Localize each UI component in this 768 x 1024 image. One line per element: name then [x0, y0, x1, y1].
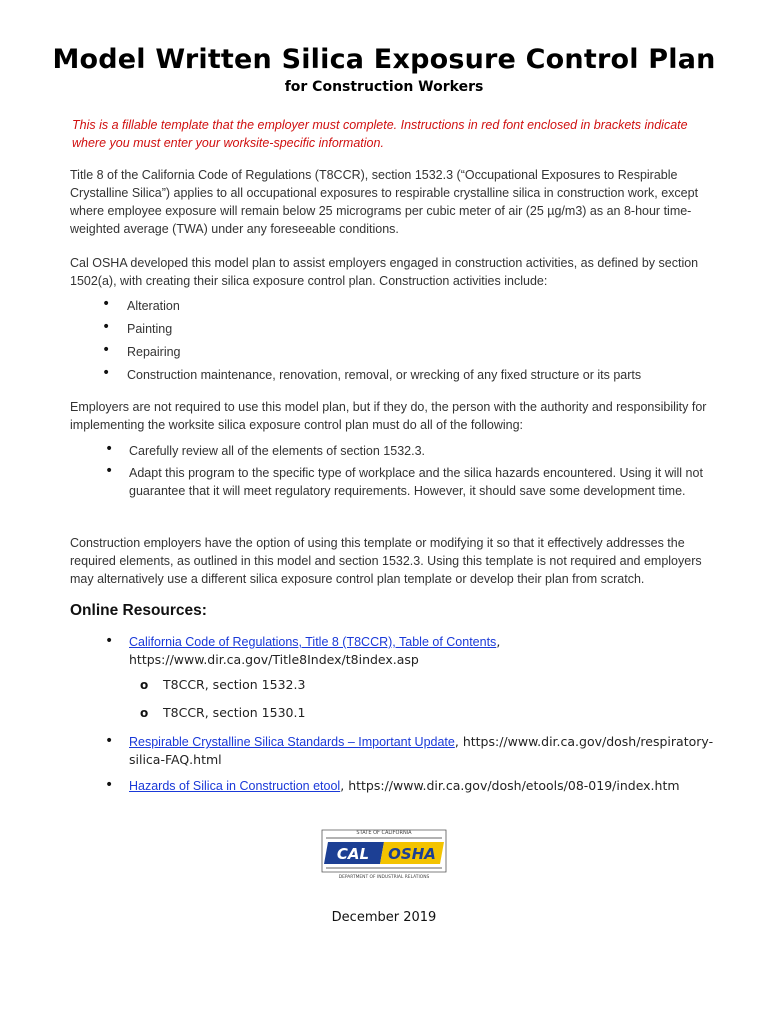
page-subtitle: for Construction Workers [284, 79, 484, 95]
resources-heading: Online Resources: [70, 602, 207, 619]
requirement-item: Carefully review all of the elements of section 1532.3. [129, 444, 425, 458]
resource-link-silica-etool[interactable]: Hazards of Silica in Construction etool [129, 779, 341, 793]
sub-bullet-icon: o [140, 706, 149, 720]
paragraph-options: Construction employers have the option of using this template or modifying it so that it effectively addresses the required elements, as outlined in this model and section 1532.3. Using this template is not required and employers may alternatively use a different silica exposure control plan template or develop their plan from scratch. [70, 536, 702, 586]
sub-item: T8CCR, section 1532.3 [163, 677, 306, 692]
cal-osha-logo [318, 822, 450, 884]
bullet-icon: • [102, 365, 111, 381]
bullet-icon: • [105, 733, 114, 749]
bullet-icon: • [105, 777, 114, 793]
resource-url: https://www.dir.ca.gov/Title8Index/t8index.asp [129, 652, 419, 667]
resource-link-t8ccr[interactable]: California Code of Regulations, Title 8 (T8CCR), Table of Contents [129, 635, 497, 649]
resource-item: Respirable Crystalline Silica Standards – Important Update, https://www.dir.ca.gov/dosh/respiratory-silica-FAQ.html [129, 734, 714, 767]
sub-item: T8CCR, section 1530.1 [163, 705, 306, 720]
activity-item: Alteration [127, 299, 180, 313]
publication-date: December 2019 [331, 910, 437, 925]
resource-url: https://www.dir.ca.gov/dosh/respiratory-silica-FAQ.html [129, 734, 714, 767]
bullet-icon: • [102, 319, 111, 335]
bullet-icon: • [102, 342, 111, 358]
resource-link-silica-standards[interactable]: Respirable Crystalline Silica Standards – Important Update [129, 735, 455, 749]
resource-item: Hazards of Silica in Construction etool, https://www.dir.ca.gov/dosh/etools/08-019/index.htm [129, 778, 680, 793]
paragraph-scope: Title 8 of the California Code of Regulations (T8CCR), section 1532.3 (“Occupational Exposures to Respirable Crystalline Silica”) applies to all occupational exposures to respirable crystalline silica in construction work, except where employee exposure will remain below 25 micrograms per cubic meter of air (25 µg/m3) as an 8-hour time-weighted average (TWA) under any foreseeable conditions. [70, 168, 699, 236]
activity-item: Construction maintenance, renovation, removal, or wrecking of any fixed structure or its parts [127, 368, 642, 382]
activity-item: Repairing [127, 345, 181, 359]
bullet-icon: • [105, 463, 114, 479]
logo-bottom-text: DEPARTMENT OF INDUSTRIAL RELATIONS [338, 875, 430, 880]
paragraph-purpose: Cal OSHA developed this model plan to assist employers engaged in construction activities, as defined by section 1502(a), with creating their silica exposure control plan. Construction activities include: [70, 256, 699, 288]
logo-top-text: STATE OF CALIFORNIA [356, 830, 412, 836]
requirement-item: Adapt this program to the specific type of workplace and the silica hazards encountered. Using it will not guarantee that it will meet regulatory requirements. However, it should save some development time. [129, 466, 703, 498]
sub-bullet-icon: o [140, 678, 149, 692]
resource-url: https://www.dir.ca.gov/dosh/etools/08-019/index.htm [348, 778, 680, 793]
logo-osha-word: OSHA [388, 845, 436, 863]
fillable-template-note: This is a fillable template that the employer must complete. Instructions in red font enclosed in brackets indicate where you must enter your worksite-specific information. [72, 118, 688, 150]
page-title: Model Written Silica Exposure Control Plan [52, 44, 716, 75]
bullet-icon: • [105, 633, 114, 649]
bullet-icon: • [102, 296, 111, 312]
activity-item: Painting [127, 322, 173, 336]
resource-item: California Code of Regulations, Title 8 (T8CCR), Table of Contents, https://www.dir.ca.gov/Title8Index/t8index.asp [129, 634, 501, 667]
logo-cal-word: CAL [336, 845, 370, 863]
bullet-icon: • [105, 441, 114, 457]
paragraph-requirements: Employers are not required to use this model plan, but if they do, the person with the authority and responsibility for implementing the worksite silica exposure control plan must do all of the following: [70, 400, 707, 432]
